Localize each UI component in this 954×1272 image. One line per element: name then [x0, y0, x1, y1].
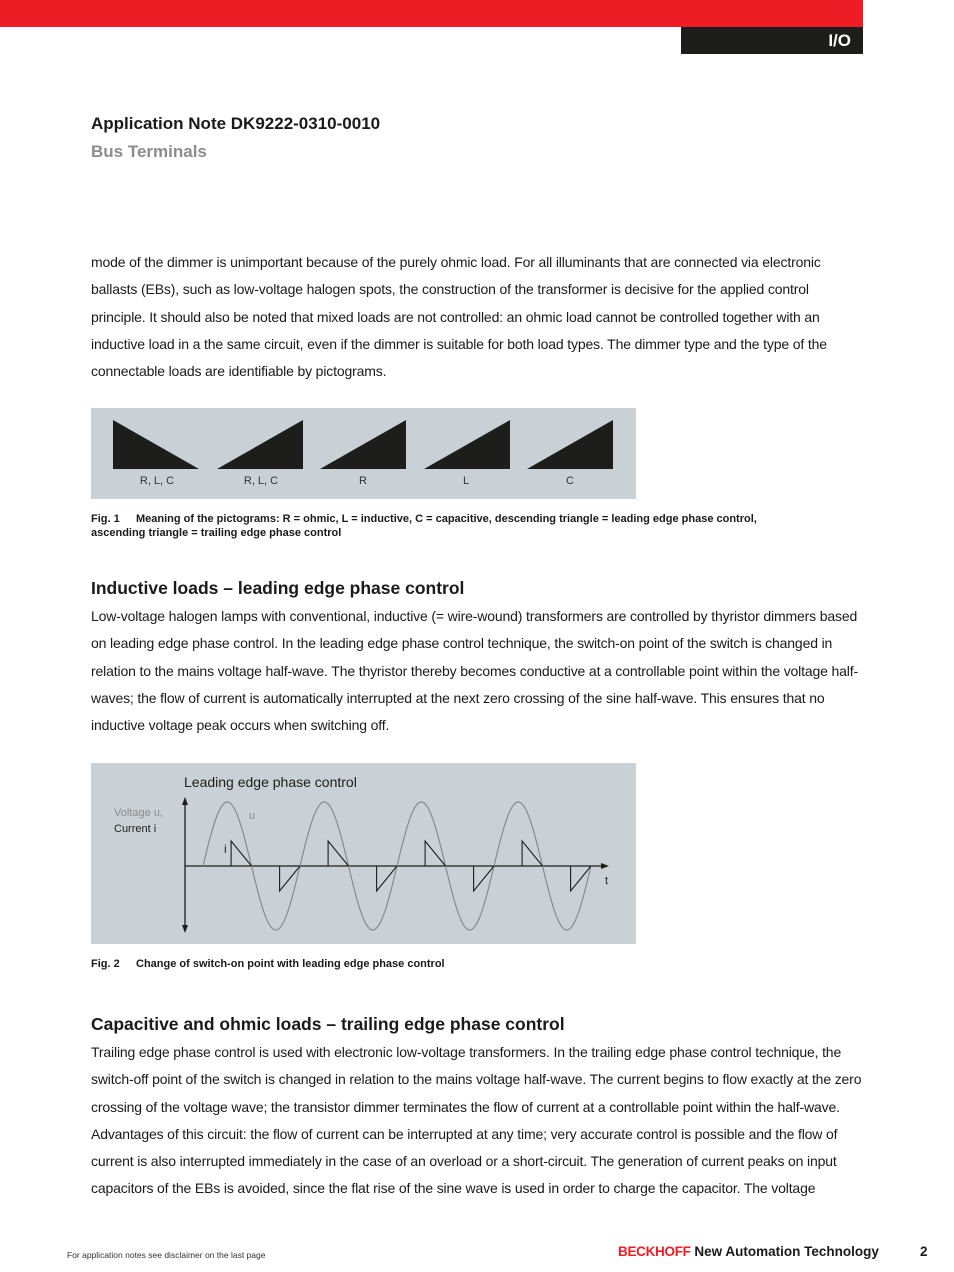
figure-2-caption: [91, 957, 811, 971]
x-axis-arrow: [601, 863, 609, 869]
intro-text: mode of the dimmer is unimportant because of the purely ohmic load. For all illuminants that are connected via electronic ballasts (EBs), such as low-voltage halogen spots, the construction of the transformer is decisive for the applied control principle. It should also be noted that mixed loads are not controlled: an ohmic load cannot be controlled together with an inductive load in a the same circuit, even if the dimmer is suitable for both load types. The dimmer type and the type of the connectable loads are identifiable by pictograms.: [91, 254, 827, 380]
pictogram-figure: [91, 408, 636, 499]
phase-control-chart: [91, 763, 636, 944]
caption-text-continued: ascending triangle = trailing edge phase control: [91, 527, 342, 539]
chart-title: Leading edge phase control: [184, 774, 357, 790]
pictogram-ascending-triangle: [320, 420, 406, 469]
i-label: i: [224, 842, 227, 856]
y-axis-arrow-up: [182, 797, 188, 805]
section-heading-capacitive: Capacitive and ohmic loads – trailing edge phase control: [91, 1014, 565, 1034]
pictogram-label: R: [359, 475, 367, 487]
section-heading-inductive: Inductive loads – leading edge phase control: [91, 578, 465, 598]
pictogram-label: C: [566, 475, 574, 487]
brand-tagline: New Automation Technology: [694, 1244, 879, 1259]
top-accent-bar: [0, 0, 863, 27]
beckhoff-logo: BECKHOFF: [618, 1244, 691, 1259]
y-axis-arrow-down: [182, 925, 188, 933]
pictogram-label: R, L, C: [139, 475, 175, 487]
pictogram-label: L: [462, 475, 470, 487]
section-badge: I/O: [681, 27, 863, 54]
t-axis-label: t: [605, 875, 609, 887]
footer-brand: [618, 1244, 879, 1259]
pictogram-ascending-triangle: [217, 420, 303, 469]
pictogram-label: R, L, C: [243, 475, 279, 487]
page-number: 2: [920, 1244, 928, 1259]
footer-disclaimer: For application notes see disclaimer on the last page: [67, 1250, 266, 1260]
figure-number: Fig. 2: [91, 958, 120, 970]
section-inductive-paragraph: [91, 603, 865, 739]
ylabel-voltage: Voltage u,: [114, 807, 163, 819]
figure-1-caption: [91, 512, 811, 540]
figure-number: Fig. 1: [91, 513, 120, 525]
pictogram-descending-triangle: [113, 420, 199, 469]
pictogram-ascending-triangle: [424, 420, 510, 469]
ylabel-current: Current i: [114, 823, 157, 835]
u-label: u: [249, 810, 256, 822]
intro-paragraph: [91, 249, 865, 385]
section-capacitive-paragraph: [91, 1039, 865, 1203]
pictogram-ascending-triangle: [527, 420, 613, 469]
phase-chart-svg: [91, 763, 636, 944]
document-subtitle: Bus Terminals: [91, 142, 207, 161]
caption-text: Change of switch-on point with leading edge phase control: [136, 958, 445, 970]
document-title: Application Note DK9222-0310-0010: [91, 114, 381, 133]
section-capacitive-text: Trailing edge phase control is used with electronic low-voltage transformers. In the trailing edge phase control technique, the switch-off point of the switch is changed in relation to the mains voltage half-wave. The current begins to flow exactly at the zero crossing of the voltage wave; the transistor dimmer terminates the flow of current at a controllable point within the half-wave. Advantages of this circuit: the flow of current can be interrupted at any time; very accurate control is possible and the flow of current is also interrupted immediately in the case of an overload or a short-circuit. The generation of current peaks on input capacitors of the EBs is avoided, since the flat rise of the sine wave is used in order to charge the capacitor. The voltage: [91, 1044, 862, 1197]
section-inductive-text: Low-voltage halogen lamps with conventional, inductive (= wire-wound) transformers are controlled by thyristor dimmers based on leading edge phase control. In the leading edge phase control technique, the switch-on point of the switch is changed in relation to the mains voltage half-wave. The thyristor thereby becomes conductive at a controllable point within the voltage half-waves; the flow of current is automatically interrupted at the next zero crossing of the sine half-wave. This ensures that no inductive voltage peak occurs when switching off.: [91, 608, 859, 734]
caption-text: Meaning of the pictograms: R = ohmic, L = inductive, C = capacitive, descending triangle = leading edge phase control,: [136, 513, 757, 525]
